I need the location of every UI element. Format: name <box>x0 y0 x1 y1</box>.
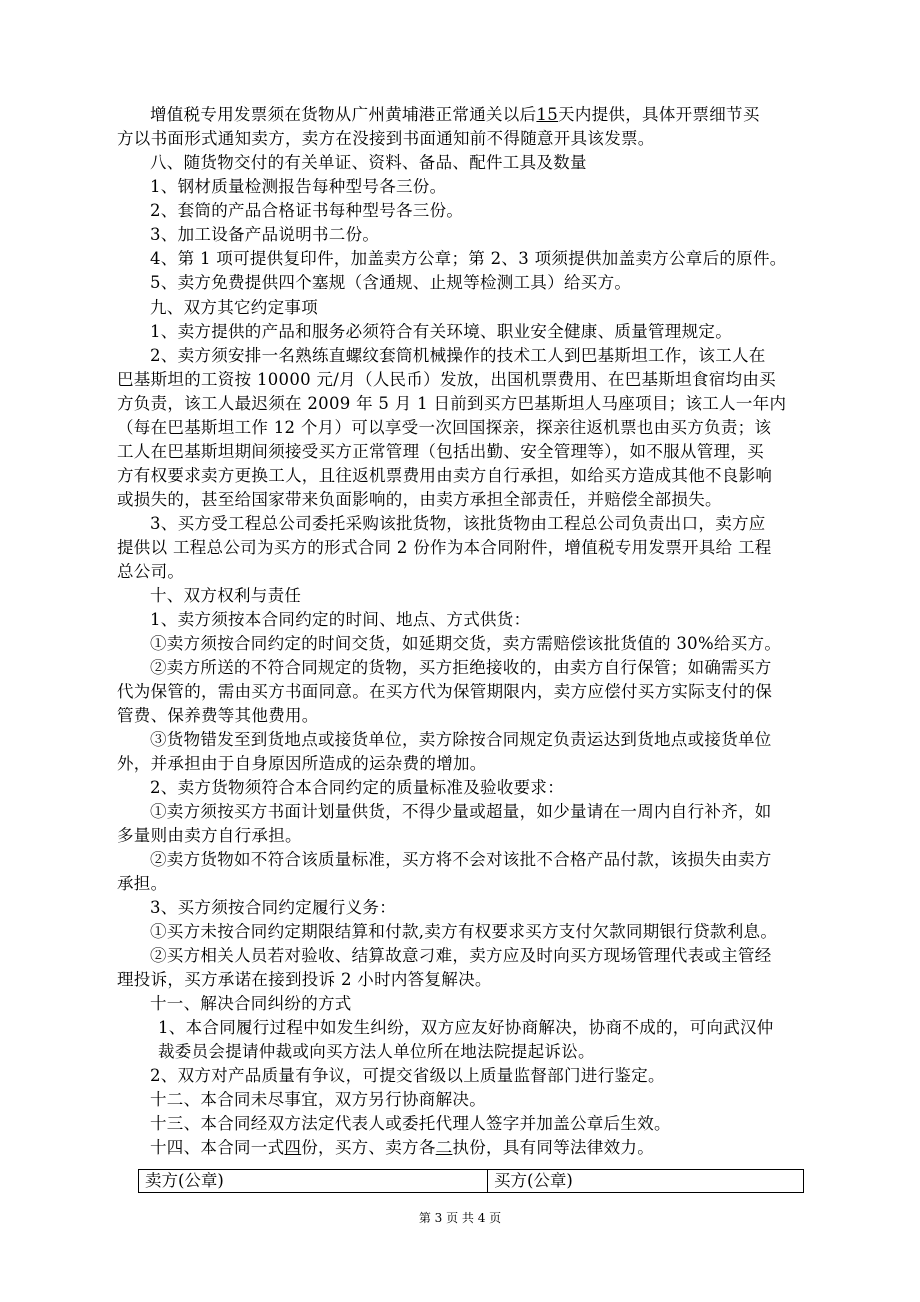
list-item: 4、第 1 项可提供复印件，加盖卖方公章；第 2、3 项须提供加盖卖方公章后的原件。 <box>150 249 787 268</box>
paragraph-line: 巴基斯坦的工资按 10000 元/月（人民币）发放，出国机票费用、在巴基斯坦食宿均由买 <box>117 370 776 389</box>
paragraph-line: ①卖方须按买方书面计划量供货，不得少量或超量，如少量请在一周内自行补齐，如 <box>150 802 772 821</box>
section-heading: 十二、本合同未尽事宜，双方另行协商解决。 <box>150 1090 486 1109</box>
section-heading: 十、双方权利与责任 <box>150 586 302 605</box>
page-number-footer: 第 3 页 共 4 页 <box>418 1211 502 1225</box>
paragraph-line: 代为保管的，需由买方书面同意。在买方代为保管期限内，卖方应偿付买方实际支付的保 <box>117 682 773 701</box>
table-row <box>139 1170 804 1193</box>
paragraph-line: 承担。 <box>117 874 168 893</box>
underlined-copies: 四 <box>284 1138 302 1157</box>
paragraph-line: 2、卖方须安排一名熟练直螺纹套筒机械操作的技术工人到巴基斯坦工作，该工人在 <box>150 346 766 365</box>
paragraph-line: ①买方未按合同约定期限结算和付款,卖方有权要求买方支付欠款同期银行贷款利息。 <box>150 922 778 941</box>
paragraph-line: 1、本合同履行过程中如发生纠纷，双方应友好协商解决，协商不成的，可向武汉仲 <box>158 1018 774 1037</box>
list-item: 3、买方须按合同约定履行义务： <box>150 898 396 917</box>
seller-seal-cell: 卖方(公章) <box>139 1170 488 1193</box>
text-run: 天内提供，具体开票细节买 <box>558 105 760 124</box>
paragraph-line: 理投诉，买方承诺在接到投诉 2 小时内答复解决。 <box>117 970 492 989</box>
paragraph-line: （每在巴基斯坦工作 12 个月）可以享受一次回国探亲，探亲往返机票也由买方负责；该 <box>117 418 772 437</box>
paragraph-line: 外，并承担由于自身原因所造成的运杂费的增加。 <box>117 754 487 773</box>
text-run: 份，买方、卖方各 <box>301 1138 436 1157</box>
paragraph-line: 方以书面形式通知卖方，卖方在没接到书面通知前不得随意开具该发票。 <box>117 129 655 148</box>
list-item: 2、卖方货物须符合本合同约定的质量标准及验收要求： <box>150 778 564 797</box>
section-heading: 十一、解决合同纠纷的方式 <box>150 994 352 1013</box>
paragraph-line: 总公司。 <box>117 562 185 581</box>
section-heading: 八、随货物交付的有关单证、资料、备品、配件工具及数量 <box>150 153 587 172</box>
list-item: 3、加工设备产品说明书二份。 <box>150 225 380 244</box>
text-run: 执份，具有同等法律效力。 <box>452 1138 655 1157</box>
list-item: 1、卖方须按本合同约定的时间、地点、方式供货： <box>150 610 531 629</box>
list-item: 5、卖方免费提供四个塞规（含通规、止规等检测工具）给买方。 <box>150 273 632 292</box>
section-heading: 十三、本合同经双方法定代表人或委托代理人签字并加盖公章后生效。 <box>150 1114 671 1133</box>
text-run: 增值税专用发票须在货物从广州黄埔港正常通关以后 <box>150 105 537 124</box>
list-item: 1、卖方提供的产品和服务必须符合有关环境、职业安全健康、质量管理规定。 <box>150 322 732 341</box>
paragraph-line: 3、买方受工程总公司委托采购该批货物，该批货物由工程总公司负责出口，卖方应 <box>150 514 766 533</box>
paragraph-line: ②买方相关人员若对验收、结算故意刁难，卖方应及时向买方现场管理代表或主管经 <box>150 946 772 965</box>
paragraph-line: ②卖方所送的不符合同规定的货物，买方拒绝接收的，由卖方自行保管；如确需买方 <box>150 658 772 677</box>
list-item: ①卖方须按合同约定的时间交货，如延期交货，卖方需赔偿该批货值的 30%给买方。 <box>150 634 782 653</box>
paragraph-line: 工人在巴基斯坦期间须接受买方正常管理（包括出勤、安全管理等），如不服从管理，买 <box>117 442 764 461</box>
paragraph-line: 方负责，该工人最迟须在 2009 年 5 月 1 日前到买方巴基斯坦人马座项目；该工人一年内 <box>117 394 787 413</box>
paragraph-line: 提供以 工程总公司为买方的形式合同 2 份作为本合同附件，增值税专用发票开具给 工程 <box>117 538 772 557</box>
list-item: 1、钢材质量检测报告每种型号各三份。 <box>150 177 447 196</box>
paragraph-line: 管费、保养费等其他费用。 <box>117 706 319 725</box>
paragraph-line: 或损失的，甚至给国家带来负面影响的，由卖方承担全部责任，并赔偿全部损失。 <box>117 490 722 509</box>
paragraph-line: ③货物错发至到货地点或接货单位，卖方除按合同规定负责运达到货地点或接货单位 <box>150 730 772 749</box>
paragraph-line: 裁委员会提请仲裁或向买方法人单位所在地法院提起诉讼。 <box>158 1042 595 1061</box>
paragraph-line: 方有权要求卖方更换工人，且往返机票费用由卖方自行承担，如给买方造成其他不良影响 <box>117 466 773 485</box>
paragraph-line: 多量则由卖方自行承担。 <box>117 826 302 845</box>
underlined-days: 15 <box>536 105 559 124</box>
paragraph-line <box>150 103 760 127</box>
underlined-copies: 二 <box>435 1138 453 1157</box>
signature-table <box>138 1169 804 1193</box>
list-item: 2、套筒的产品合格证书每种型号各三份。 <box>150 201 464 220</box>
buyer-seal-cell: 买方(公章) <box>488 1170 804 1193</box>
section-heading <box>150 1136 654 1160</box>
list-item: 2、双方对产品质量有争议，可提交省级以上质量监督部门进行鉴定。 <box>150 1066 665 1085</box>
section-heading: 九、双方其它约定事项 <box>150 298 318 317</box>
text-run: 十四、本合同一式 <box>150 1138 285 1157</box>
paragraph-line: ②卖方货物如不符合该质量标准，买方将不会对该批不合格产品付款，该损失由卖方 <box>150 850 772 869</box>
